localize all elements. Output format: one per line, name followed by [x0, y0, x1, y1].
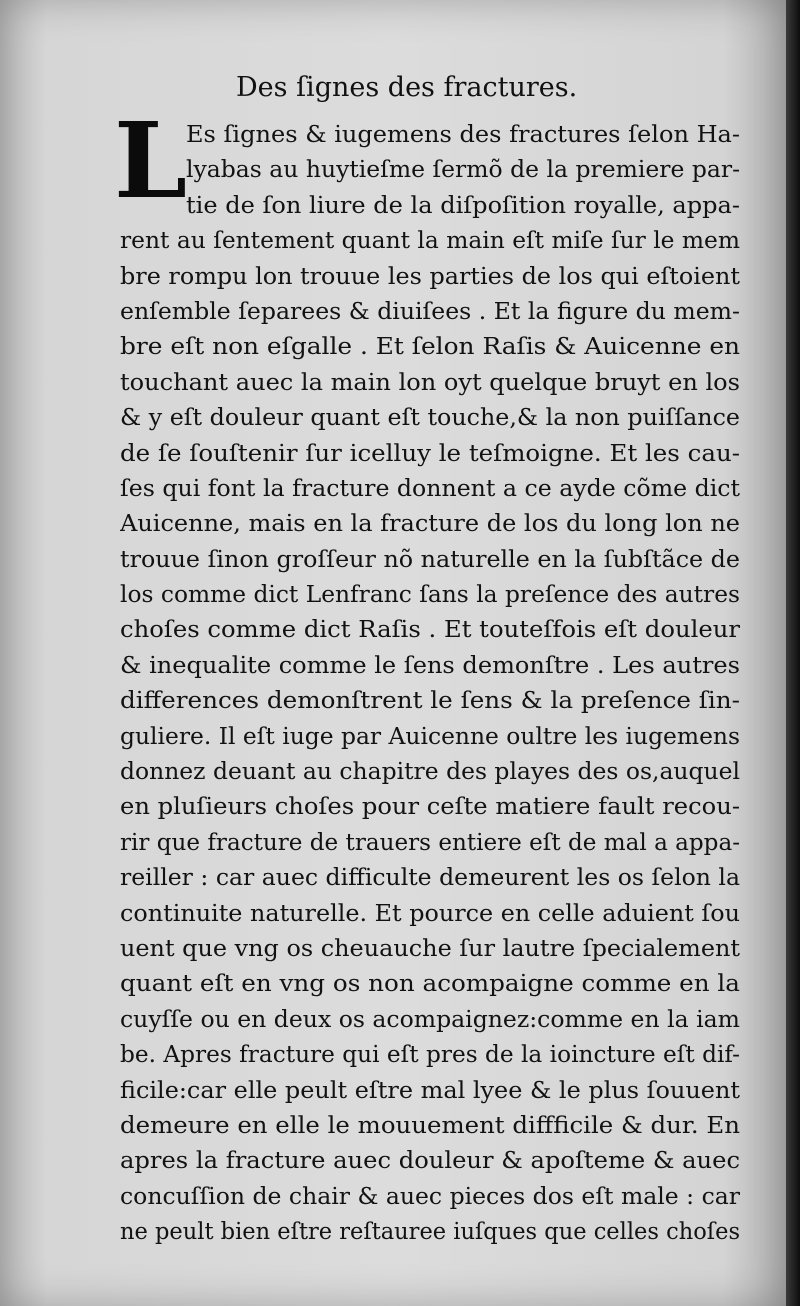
text-line: choſes comme dict Raſis . Et touteſfois eſt douleur	[120, 617, 740, 644]
text-line: bre rompu lon trouue les parties de los qui eſtoient	[120, 263, 740, 290]
text-line: Es ſignes & iugemens des fractures ſelon Ha-	[186, 122, 740, 148]
text-line: & inequalite comme le ſens demonſtre . Les autres	[120, 652, 740, 679]
text-line: lyabas au huytieſme ſermõ de la premiere par-	[186, 157, 740, 184]
page-heading: Des ſignes des fractures.	[236, 72, 578, 103]
text-line: be. Apres fracture qui eſt pres de la ioincture eſt dif-	[120, 1042, 740, 1069]
text-line: trouue ſinon groſſeur nõ naturelle en la ſubſtãce de	[120, 546, 740, 573]
text-line: touchant auec la main lon oyt quelque bruyt en los	[120, 369, 740, 396]
text-line: ne peult bien eſtre reſtauree iuſques que celles choſes	[120, 1219, 740, 1246]
text-line: enſemble ſeparees & diuiſees . Et la figure du mem-	[120, 298, 740, 325]
text-line: de ſe ſouſtenir ſur icelluy le teſmoigne. Et les cau-	[120, 440, 740, 467]
text-line: uent que vng os cheuauche ſur lautre ſpecialement	[120, 935, 740, 962]
text-line: reiller : car auec difficulte demeurent les os ſelon la	[120, 865, 740, 892]
text-line: ſes qui font la fracture donnent a ce ayde cõme dict	[120, 475, 740, 502]
text-line: ficile:car elle peult eſtre mal lyee & le plus ſouuent	[120, 1077, 740, 1104]
text-line: los comme dict Lenfranc ſans la preſence des autres	[120, 582, 740, 609]
body-text	[120, 118, 740, 1251]
page-edge-shadow	[786, 0, 800, 1306]
text-line: apres la fracture auec douleur & apoſteme & auec	[120, 1148, 740, 1175]
text-line: bre eſt non eſgalle . Et ſelon Raſis & Auicenne en	[120, 334, 740, 361]
text-line: rent au ſentement quant la main eſt miſe ſur le mem	[120, 228, 740, 255]
text-line: continuite naturelle. Et pource en celle aduient ſou	[120, 900, 740, 927]
text-line: guliere. Il eſt iuge par Auicenne oultre les iugemens	[120, 723, 740, 750]
text-line: & y eſt douleur quant eſt touche,& la non puiſſance	[120, 405, 740, 432]
text-line: rir que fracture de trauers entiere eſt de mal a appa-	[120, 829, 740, 856]
text-line: differences demonſtrent le ſens & la preſence ſin-	[120, 688, 740, 715]
text-line: concuſſion de chair & auec pieces dos eſt male : car	[120, 1183, 740, 1210]
text-line: Auicenne, mais en la fracture de los du long lon ne	[120, 511, 740, 538]
text-line: cuyſſe ou en deux os acompaignez:comme en la iam	[120, 1006, 740, 1033]
text-line: quant eſt en vng os non acompaigne comme en la	[120, 971, 740, 998]
text-line: donnez deuant au chapitre des playes des os,auquel	[120, 759, 740, 786]
text-line: tie de ſon liure de la diſpoſition royalle, appa-	[186, 192, 740, 219]
drop-cap-initial: L	[114, 99, 188, 222]
text-line: demeure en elle le mouuement diffficile & dur. En	[120, 1112, 740, 1139]
text-line: en pluſieurs choſes pour ceſte matiere fault recou-	[120, 794, 740, 821]
